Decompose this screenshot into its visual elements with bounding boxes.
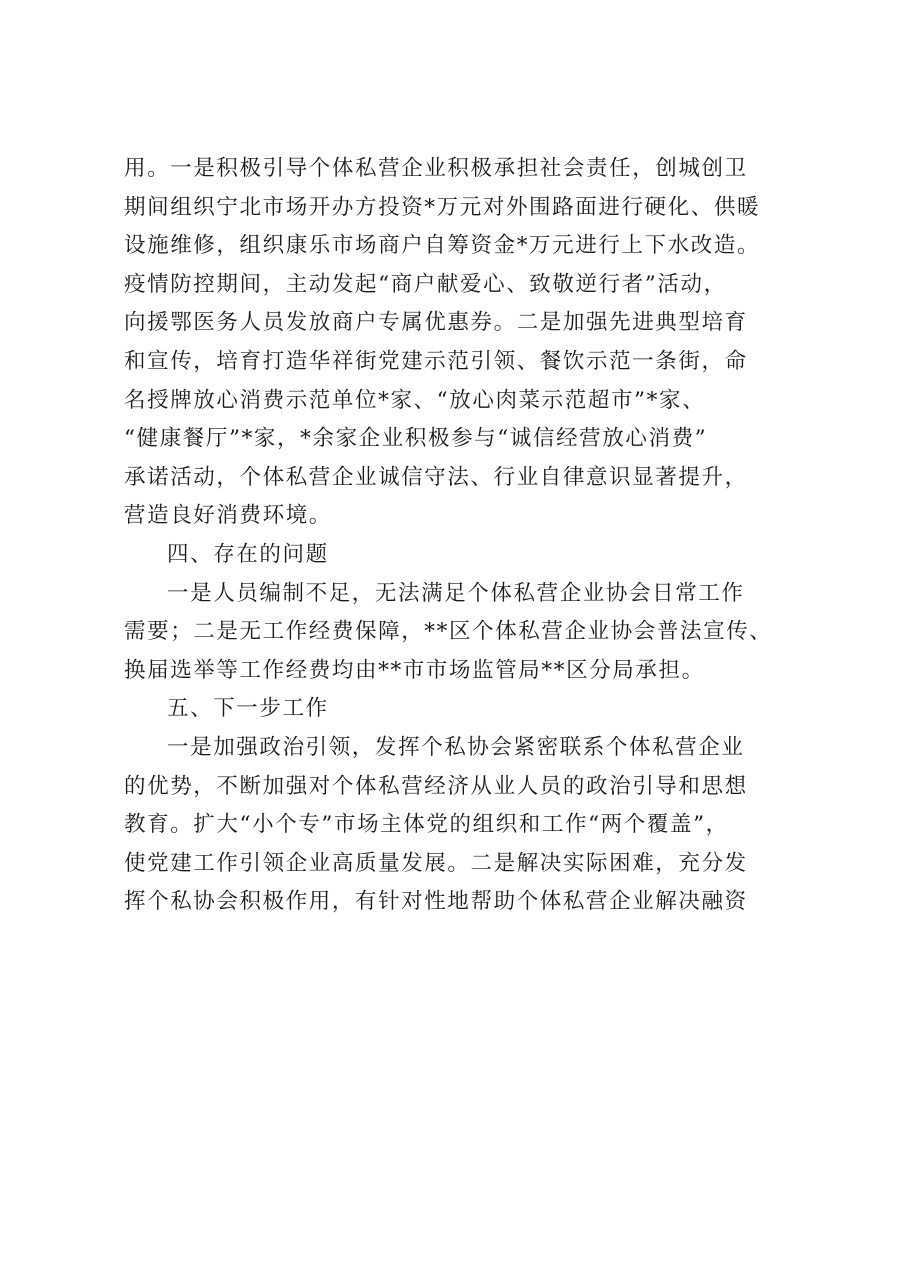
text-line: 教育。扩大“小个专”市场主体党的组织和工作“两个覆盖”， <box>124 812 729 838</box>
text-line: 用。一是积极引导个体私营企业积极承担社会责任，创城创卫 <box>124 156 748 181</box>
section-heading-problems: 四、存在的问题 <box>167 541 329 567</box>
text-line: 期间组织宁北市场开办方投资*万元对外围路面进行硬化、供暖 <box>124 194 761 220</box>
text-line: 和宣传，培育打造华祥街党建示范引领、餐饮示范一条街，命 <box>124 348 748 374</box>
text-line: 营造良好消费环境。 <box>124 503 332 529</box>
text-line: 换届选举等工作经费均由**市市场监管局**区分局承担。 <box>124 657 705 683</box>
document-body <box>124 150 814 922</box>
text-line: 一是加强政治引领，发挥个私协会紧密联系个体私营企业 <box>167 734 745 760</box>
text-line: 向援鄂医务人员发放商户专属优惠券。二是加强先进典型培育 <box>124 310 748 336</box>
section-heading-next-steps: 五、下一步工作 <box>167 696 329 722</box>
text-line: “健康餐厅”*家，*余家企业积极参与“诚信经营放心消费” <box>124 426 708 452</box>
text-line: 一是人员编制不足，无法满足个体私营企业协会日常工作 <box>167 580 745 606</box>
text-line: 承诺活动，个体私营企业诚信守法、行业自律意识显著提升， <box>124 464 748 490</box>
text-line: 名授牌放心消费示范单位*家、“放心肉菜示范超市”*家、 <box>124 387 706 413</box>
text-line: 疫情防控期间，主动发起“商户献爱心、致敬逆行者”活动， <box>124 271 727 297</box>
text-line: 设施维修，组织康乐市场商户自筹资金*万元进行上下水改造。 <box>124 233 761 259</box>
text-line: 的优势，不断加强对个体私营经济从业人员的政治引导和思想 <box>124 773 748 799</box>
text-line: 需要；二是无工作经费保障，**区个体私营企业协会普法宣传、 <box>124 619 773 645</box>
text-line: 挥个私协会积极作用，有针对性地帮助个体私营企业解决融资 <box>124 889 748 915</box>
text-line: 使党建工作引领企业高质量发展。二是解决实际困难，充分发 <box>124 850 748 876</box>
